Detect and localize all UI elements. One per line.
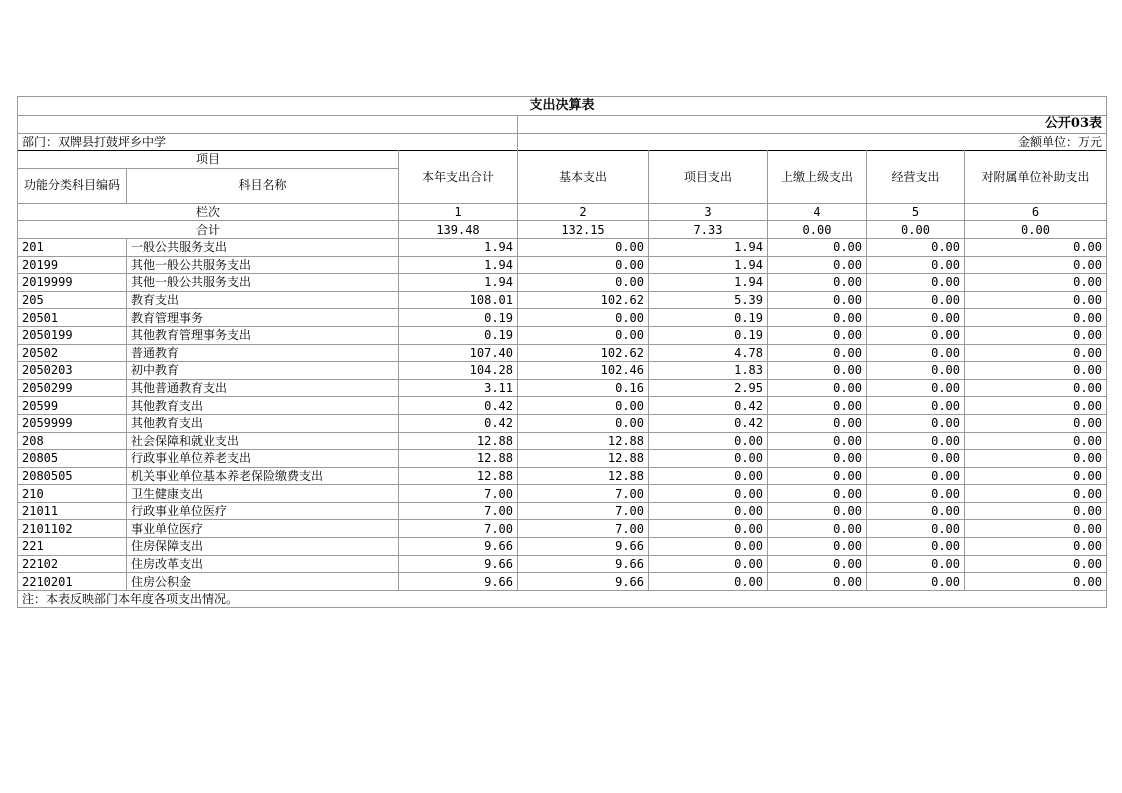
row-value: 0.00 — [867, 291, 965, 309]
row-value: 102.62 — [518, 344, 649, 362]
row-value: 0.00 — [867, 344, 965, 362]
total-value: 7.33 — [649, 221, 768, 239]
row-value: 7.00 — [399, 485, 518, 503]
row-value: 9.66 — [399, 555, 518, 573]
table-row — [18, 238, 1107, 256]
row-subject-name: 其他普通教育支出 — [127, 379, 399, 397]
row-value: 0.00 — [965, 450, 1107, 468]
row-subject-name: 其他教育支出 — [127, 397, 399, 415]
row-value: 12.88 — [518, 467, 649, 485]
col-label: 栏次 — [18, 203, 399, 221]
row-value: 0.00 — [965, 432, 1107, 450]
row-value: 0.00 — [867, 238, 965, 256]
row-subject-name: 住房公积金 — [127, 573, 399, 591]
row-value: 0.00 — [965, 238, 1107, 256]
row-subject-name: 其他教育支出 — [127, 414, 399, 432]
table-row — [18, 256, 1107, 274]
row-value: 12.88 — [399, 432, 518, 450]
table-row — [18, 291, 1107, 309]
row-code: 210 — [18, 485, 127, 503]
row-value: 0.00 — [768, 362, 867, 380]
header-col-5: 经营支出 — [867, 151, 965, 204]
row-value: 0.00 — [965, 555, 1107, 573]
row-value: 1.94 — [649, 238, 768, 256]
row-value: 9.66 — [399, 573, 518, 591]
row-value: 12.88 — [399, 467, 518, 485]
row-value: 0.00 — [867, 450, 965, 468]
row-value: 102.62 — [518, 291, 649, 309]
row-value: 0.00 — [867, 573, 965, 591]
table-row — [18, 309, 1107, 327]
row-value: 0.00 — [649, 467, 768, 485]
row-value: 0.00 — [965, 467, 1107, 485]
row-value: 0.00 — [518, 309, 649, 327]
row-value: 9.66 — [518, 573, 649, 591]
row-value: 0.00 — [768, 291, 867, 309]
department-label: 部门：双牌县打鼓坪乡中学 — [18, 133, 518, 151]
row-code: 22102 — [18, 555, 127, 573]
row-value: 102.46 — [518, 362, 649, 380]
row-value: 0.00 — [768, 520, 867, 538]
total-value: 132.15 — [518, 221, 649, 239]
row-code: 205 — [18, 291, 127, 309]
row-subject-name: 住房改革支出 — [127, 555, 399, 573]
row-value: 0.00 — [965, 326, 1107, 344]
row-value: 7.00 — [518, 520, 649, 538]
row-value: 5.39 — [649, 291, 768, 309]
col-num-4: 4 — [768, 203, 867, 221]
row-value: 7.00 — [518, 502, 649, 520]
row-subject-name: 一般公共服务支出 — [127, 238, 399, 256]
row-value: 0.00 — [965, 344, 1107, 362]
table-note: 注：本表反映部门本年度各项支出情况。 — [18, 590, 1107, 608]
row-value: 1.94 — [399, 238, 518, 256]
row-value: 0.00 — [867, 520, 965, 538]
row-value: 2.95 — [649, 379, 768, 397]
row-value: 0.42 — [649, 414, 768, 432]
table-row — [18, 485, 1107, 503]
row-value: 0.00 — [965, 538, 1107, 556]
row-subject-name: 机关事业单位基本养老保险缴费支出 — [127, 467, 399, 485]
row-value: 0.00 — [768, 555, 867, 573]
row-value: 0.00 — [649, 555, 768, 573]
row-value: 0.00 — [649, 485, 768, 503]
row-value: 0.00 — [965, 485, 1107, 503]
row-value: 1.94 — [399, 274, 518, 292]
row-value: 0.19 — [649, 326, 768, 344]
table-row — [18, 520, 1107, 538]
col-num-6: 6 — [965, 203, 1107, 221]
row-code: 201 — [18, 238, 127, 256]
expenditure-statement-sheet — [17, 96, 1106, 608]
row-value: 0.00 — [768, 309, 867, 327]
row-value: 0.00 — [867, 379, 965, 397]
row-value: 7.00 — [399, 520, 518, 538]
row-value: 0.42 — [399, 397, 518, 415]
row-value: 0.00 — [649, 450, 768, 468]
row-value: 0.00 — [867, 555, 965, 573]
row-value: 7.00 — [399, 502, 518, 520]
row-value: 0.00 — [965, 397, 1107, 415]
total-value: 139.48 — [399, 221, 518, 239]
row-subject-name: 教育管理事务 — [127, 309, 399, 327]
row-value: 0.00 — [768, 573, 867, 591]
header-col-2: 基本支出 — [518, 151, 649, 204]
row-value: 7.00 — [518, 485, 649, 503]
row-value: 0.00 — [965, 520, 1107, 538]
header-col-6: 对附属单位补助支出 — [965, 151, 1107, 204]
row-value: 104.28 — [399, 362, 518, 380]
row-value: 0.00 — [649, 432, 768, 450]
total-label: 合计 — [18, 221, 399, 239]
total-value: 0.00 — [867, 221, 965, 239]
row-subject-name: 事业单位医疗 — [127, 520, 399, 538]
row-value: 0.00 — [768, 397, 867, 415]
table-row — [18, 397, 1107, 415]
total-value: 0.00 — [768, 221, 867, 239]
row-value: 0.00 — [768, 379, 867, 397]
row-value: 0.00 — [768, 467, 867, 485]
table-row — [18, 502, 1107, 520]
row-value: 0.00 — [965, 362, 1107, 380]
row-subject-name: 教育支出 — [127, 291, 399, 309]
row-value: 0.19 — [649, 309, 768, 327]
row-code: 2059999 — [18, 414, 127, 432]
table-row — [18, 432, 1107, 450]
row-value: 0.00 — [518, 414, 649, 432]
row-value: 4.78 — [649, 344, 768, 362]
row-value: 0.00 — [768, 450, 867, 468]
row-code: 2101102 — [18, 520, 127, 538]
row-code: 20805 — [18, 450, 127, 468]
table-body — [18, 238, 1107, 590]
row-value: 0.00 — [518, 256, 649, 274]
row-value: 0.00 — [867, 256, 965, 274]
row-value: 0.00 — [768, 238, 867, 256]
table-header — [18, 151, 1107, 239]
row-code: 2019999 — [18, 274, 127, 292]
row-code: 2050199 — [18, 326, 127, 344]
row-value: 0.00 — [867, 326, 965, 344]
table-row — [18, 555, 1107, 573]
col-num-1: 1 — [399, 203, 518, 221]
table-code: 公开03表 — [518, 116, 1107, 134]
col-num-2: 2 — [518, 203, 649, 221]
table-row — [18, 573, 1107, 591]
row-value: 0.00 — [867, 309, 965, 327]
row-value: 12.88 — [399, 450, 518, 468]
row-value: 3.11 — [399, 379, 518, 397]
row-value: 9.66 — [518, 555, 649, 573]
total-value: 0.00 — [965, 221, 1107, 239]
table-row — [18, 414, 1107, 432]
row-value: 0.00 — [768, 326, 867, 344]
row-subject-name: 住房保障支出 — [127, 538, 399, 556]
row-value: 0.00 — [768, 344, 867, 362]
row-value: 0.00 — [768, 414, 867, 432]
row-value: 107.40 — [399, 344, 518, 362]
col-num-3: 3 — [649, 203, 768, 221]
table-row — [18, 379, 1107, 397]
row-value: 0.00 — [518, 397, 649, 415]
row-value: 0.00 — [518, 326, 649, 344]
expenditure-table — [17, 96, 1107, 608]
row-subject-name: 行政事业单位医疗 — [127, 502, 399, 520]
header-col-4: 上缴上级支出 — [768, 151, 867, 204]
row-code: 20501 — [18, 309, 127, 327]
blank-cell — [18, 116, 518, 134]
row-code: 208 — [18, 432, 127, 450]
row-code: 21011 — [18, 502, 127, 520]
header-col-1: 本年支出合计 — [399, 151, 518, 204]
row-code: 2210201 — [18, 573, 127, 591]
row-value: 1.94 — [649, 256, 768, 274]
row-code: 2050299 — [18, 379, 127, 397]
row-value: 0.00 — [867, 362, 965, 380]
row-subject-name: 其他一般公共服务支出 — [127, 256, 399, 274]
row-value: 1.94 — [649, 274, 768, 292]
row-value: 12.88 — [518, 450, 649, 468]
header-func-code: 功能分类科目编码 — [18, 168, 127, 203]
row-value: 0.00 — [965, 256, 1107, 274]
row-value: 0.00 — [965, 573, 1107, 591]
row-subject-name: 其他教育管理事务支出 — [127, 326, 399, 344]
row-code: 221 — [18, 538, 127, 556]
row-subject-name: 普通教育 — [127, 344, 399, 362]
row-subject-name: 社会保障和就业支出 — [127, 432, 399, 450]
row-value: 0.16 — [518, 379, 649, 397]
row-value: 0.00 — [867, 502, 965, 520]
unit-label: 金额单位：万元 — [518, 133, 1107, 151]
table-row — [18, 467, 1107, 485]
row-value: 0.00 — [768, 432, 867, 450]
row-value: 0.00 — [768, 274, 867, 292]
row-subject-name: 初中教育 — [127, 362, 399, 380]
row-value: 0.00 — [649, 502, 768, 520]
row-value: 1.83 — [649, 362, 768, 380]
row-value: 0.00 — [867, 538, 965, 556]
table-row — [18, 274, 1107, 292]
row-value: 0.00 — [768, 256, 867, 274]
row-value: 1.94 — [399, 256, 518, 274]
header-subject-name: 科目名称 — [127, 168, 399, 203]
row-subject-name: 其他一般公共服务支出 — [127, 274, 399, 292]
table-row — [18, 538, 1107, 556]
row-code: 2080505 — [18, 467, 127, 485]
row-code: 20199 — [18, 256, 127, 274]
row-value: 108.01 — [399, 291, 518, 309]
row-value: 0.00 — [965, 309, 1107, 327]
header-col-3: 项目支出 — [649, 151, 768, 204]
row-value: 9.66 — [399, 538, 518, 556]
table-row — [18, 450, 1107, 468]
row-value: 0.00 — [867, 467, 965, 485]
row-value: 0.00 — [518, 238, 649, 256]
row-value: 0.42 — [649, 397, 768, 415]
row-value: 0.00 — [965, 379, 1107, 397]
table-row — [18, 362, 1107, 380]
row-value: 0.00 — [867, 397, 965, 415]
row-value: 0.00 — [867, 414, 965, 432]
row-value: 0.00 — [965, 274, 1107, 292]
header-item: 项目 — [18, 151, 399, 169]
row-value: 0.00 — [965, 502, 1107, 520]
row-value: 0.00 — [867, 485, 965, 503]
row-value: 0.42 — [399, 414, 518, 432]
table-row — [18, 344, 1107, 362]
row-value: 0.19 — [399, 309, 518, 327]
row-value: 0.00 — [518, 274, 649, 292]
row-value: 12.88 — [518, 432, 649, 450]
col-num-5: 5 — [867, 203, 965, 221]
row-value: 0.00 — [649, 520, 768, 538]
table-title: 支出决算表 — [18, 97, 1107, 116]
row-value: 0.19 — [399, 326, 518, 344]
row-code: 20599 — [18, 397, 127, 415]
row-value: 0.00 — [649, 538, 768, 556]
row-value: 0.00 — [965, 414, 1107, 432]
row-subject-name: 卫生健康支出 — [127, 485, 399, 503]
row-value: 0.00 — [649, 573, 768, 591]
row-value: 0.00 — [768, 502, 867, 520]
row-value: 9.66 — [518, 538, 649, 556]
row-value: 0.00 — [768, 485, 867, 503]
row-value: 0.00 — [867, 274, 965, 292]
row-code: 20502 — [18, 344, 127, 362]
table-row — [18, 326, 1107, 344]
row-value: 0.00 — [768, 538, 867, 556]
row-value: 0.00 — [965, 291, 1107, 309]
row-value: 0.00 — [867, 432, 965, 450]
row-subject-name: 行政事业单位养老支出 — [127, 450, 399, 468]
row-code: 2050203 — [18, 362, 127, 380]
